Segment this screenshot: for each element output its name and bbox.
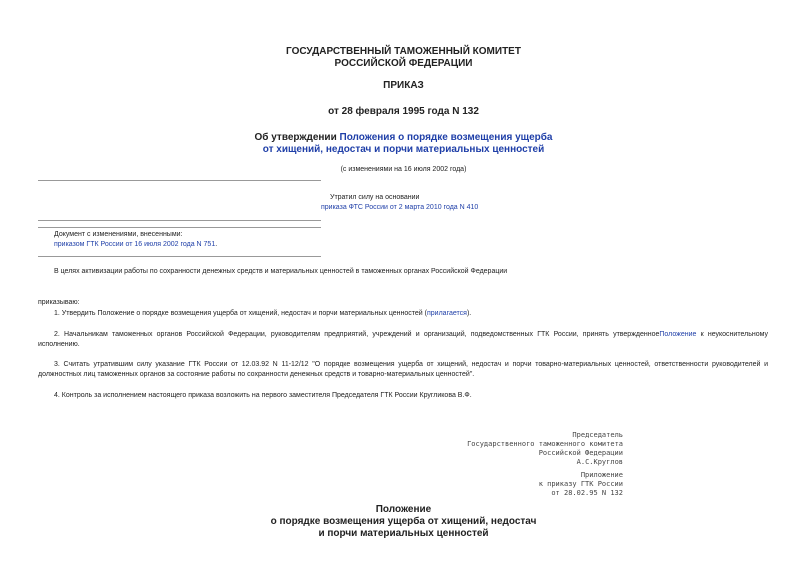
item-1-tail: ).: [466, 310, 472, 317]
divider: [38, 180, 321, 181]
divider: [38, 256, 321, 257]
amended-note: (с изменениями на 16 июля 2002 года): [340, 166, 467, 173]
item-2-tail: к неукоснительному исполнению.: [38, 331, 768, 348]
appendix-note-line3: от 28.02.95 N 132: [551, 489, 623, 497]
appendix-note-line1: Приложение: [580, 471, 623, 479]
item-2: [38, 330, 768, 350]
expired-link[interactable]: приказа ФТС России от 2 марта 2010 года N 410: [321, 204, 479, 211]
doc-date-number: от 28 февраля 1995 года N 132: [328, 106, 479, 117]
org-name-line2: РОССИЙСКОЙ ФЕДЕРАЦИИ: [334, 58, 473, 69]
org-name-line1: ГОСУДАРСТВЕННЫЙ ТАМОЖЕННЫЙ КОМИТЕТ: [286, 46, 521, 57]
order-word: приказываю:: [38, 299, 80, 306]
signature-line2: Государственного таможенного комитета: [467, 440, 623, 448]
item-2-link[interactable]: Положение: [659, 331, 697, 338]
item-1-link[interactable]: прилагается: [427, 310, 467, 317]
doc-type: ПРИКАЗ: [383, 80, 424, 91]
changes-label: Документ с изменениями, внесенными:: [54, 231, 183, 238]
item-1-text: 1. Утвердить Положение о порядке возмещения ущерба от хищений, недостач и порчи материальных ценностей (: [54, 310, 427, 317]
item-4: 4. Контроль за исполнением настоящего приказа возложить на первого заместителя Председателя ГТК России Кругликова В.Ф.: [54, 392, 472, 399]
divider: [38, 227, 321, 228]
expired-line: Утратил силу на основании: [330, 194, 420, 201]
signature-line3: Российской Федерации: [538, 449, 623, 457]
changes-tail: .: [215, 241, 218, 248]
changes-line: [54, 240, 217, 249]
divider: [38, 220, 321, 221]
appendix-note-line2: к приказу ГТК России: [538, 480, 623, 488]
appendix-title-line1: Положение: [375, 504, 432, 515]
doc-title-link-cont[interactable]: от хищений, недостач и порчи материальных ценностей: [262, 144, 545, 155]
appendix-title-line3: и порчи материальных ценностей: [318, 528, 489, 539]
signature-line4: А.С.Круглов: [576, 458, 623, 466]
item-1: [54, 309, 768, 319]
doc-title-prefix: Об утверждении: [254, 132, 340, 143]
signature-line1: Председатель: [572, 431, 623, 439]
changes-link[interactable]: приказом ГТК России от 16 июля 2002 года N 751: [54, 241, 216, 248]
item-3: 3. Считать утратившим силу указание ГТК России от 12.03.92 N 11-12/12 "О порядке возмещения ущерба от хищений, недостач и порчи товарно-материальных ценностей, ответственности руководителей и должностных лиц таможенных органов за состояние работы по сохранности денежных средств и товарно-материальных ценностей".: [38, 361, 768, 378]
doc-title-link[interactable]: Положения о порядке возмещения ущерба: [339, 132, 553, 143]
intro-paragraph: В целях активизации работы по сохранности денежных средств и материальных ценностей в таможенных органах Российской Федерации: [54, 268, 508, 275]
item-2-text: 2. Начальникам таможенных органов Российской Федерации, руководителям предприятий, учреждений и организаций, подведомственных ГТК России, принять утвержденное: [54, 331, 660, 338]
doc-title-line1: [0, 132, 807, 144]
appendix-title-line2: о порядке возмещения ущерба от хищений, недостач: [270, 516, 537, 527]
doc-title-line2: [0, 144, 807, 156]
